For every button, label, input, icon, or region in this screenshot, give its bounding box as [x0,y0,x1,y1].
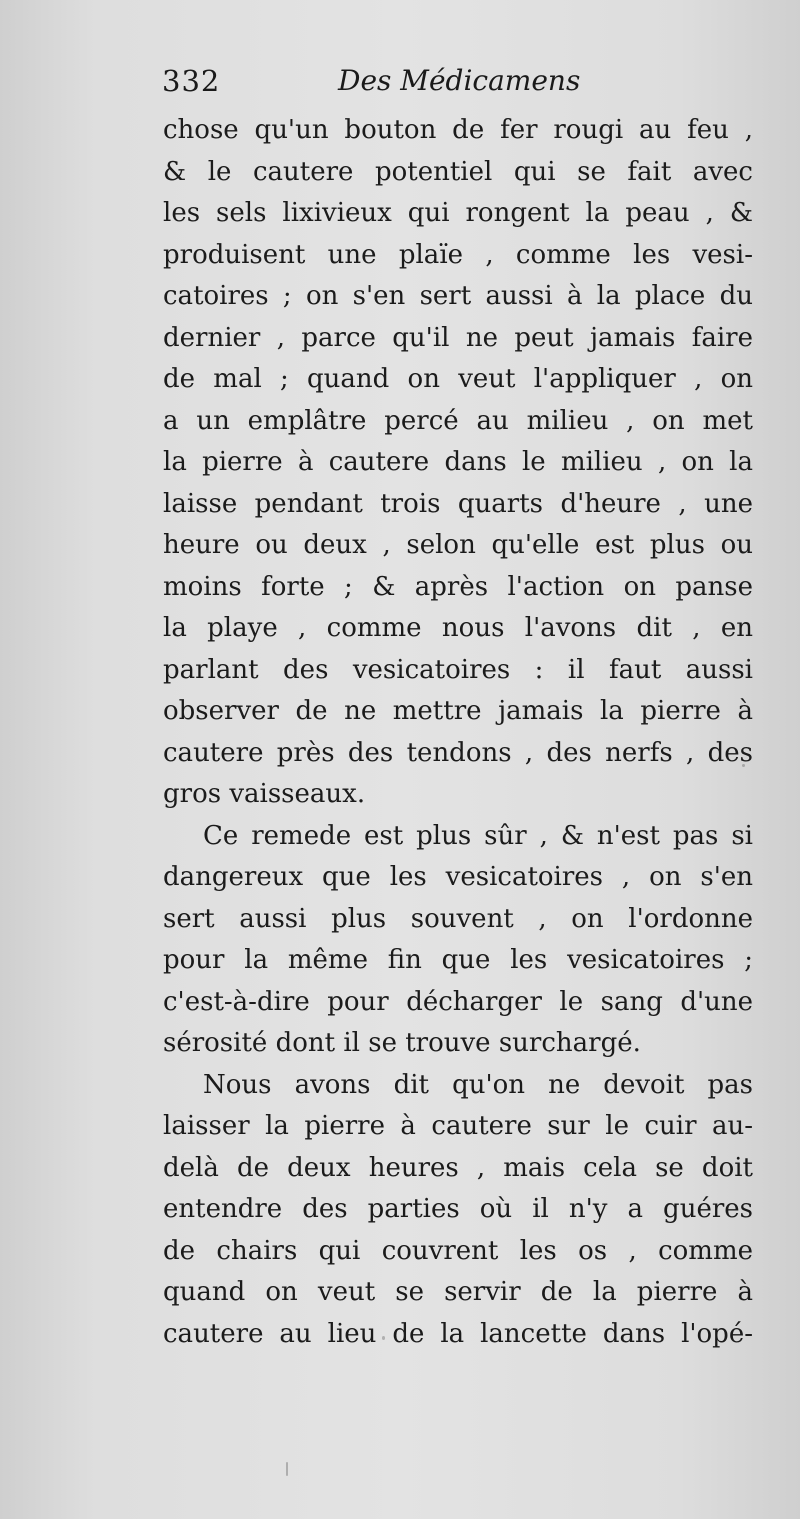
text-line: les sels lixivieux qui rongent la peau , & [163,198,753,228]
text-line: c'est-à-dire pour décharger le sang d'une [163,986,753,1017]
text-line: moins forte ; & après l'action on panse [163,571,753,602]
text-line: laisse pendant trois quarts d'heure , une [163,488,753,519]
text-line: Ce remede est plus sûr , & n'est pas si [203,820,753,851]
page-header [158,64,740,104]
text-line: entendre des parties où il n'y a guéres [163,1194,753,1224]
text-line: heure ou deux , selon qu'elle est plus ou [163,530,753,560]
text-line: cautere au lieu de la lancette dans l'opé- [163,1318,753,1349]
body-text [163,110,753,1355]
page-number: 332 [162,64,221,98]
text-line: quand on veut se servir de la pierre à [163,1277,753,1307]
text-line: laisser la pierre à cautere sur le cuir au- [163,1111,753,1141]
text-line: cautere près des tendons , des nerfs , des [163,737,753,768]
text-line: la playe , comme nous l'avons dit , en [163,613,753,643]
running-head: Des Médicamens [338,64,581,97]
text-line: Nous avons dit qu'on ne devoit pas [203,1069,753,1100]
text-line: dernier , parce qu'il ne peut jamais faire [163,322,753,353]
text-line: sérosité dont il se trouve surchargé. [163,1028,641,1058]
text-line: catoires ; on s'en sert aussi à la place du [163,281,753,311]
text-line: a un emplâtre percé au milieu , on met [163,405,753,436]
text-line: parlant des vesicatoires : il faut aussi [163,654,753,685]
text-line: gros vaisseaux. [163,779,366,809]
text-line: observer de ne mettre jamais la pierre à [163,696,753,726]
text-line: dangereux que les vesicatoires , on s'en [163,862,753,892]
text-line: chose qu'un bouton de fer rougi au feu , [163,115,753,145]
paper-speck [286,1462,288,1476]
text-line: sert aussi plus souvent , on l'ordonne [163,903,753,934]
text-line: pour la même fin que les vesicatoires ; [163,945,753,975]
text-line: & le cautere potentiel qui se fait avec [163,156,753,187]
text-line: la pierre à cautere dans le milieu , on la [163,447,753,477]
paper-speck [742,764,745,767]
text-line: de mal ; quand on veut l'appliquer , on [163,364,753,394]
paper-speck [382,1336,385,1340]
text-line: produisent une plaïe , comme les vesi- [163,239,753,270]
text-line: de chairs qui couvrent les os , comme [163,1235,753,1266]
text-line: delà de deux heures , mais cela se doit [163,1152,753,1183]
